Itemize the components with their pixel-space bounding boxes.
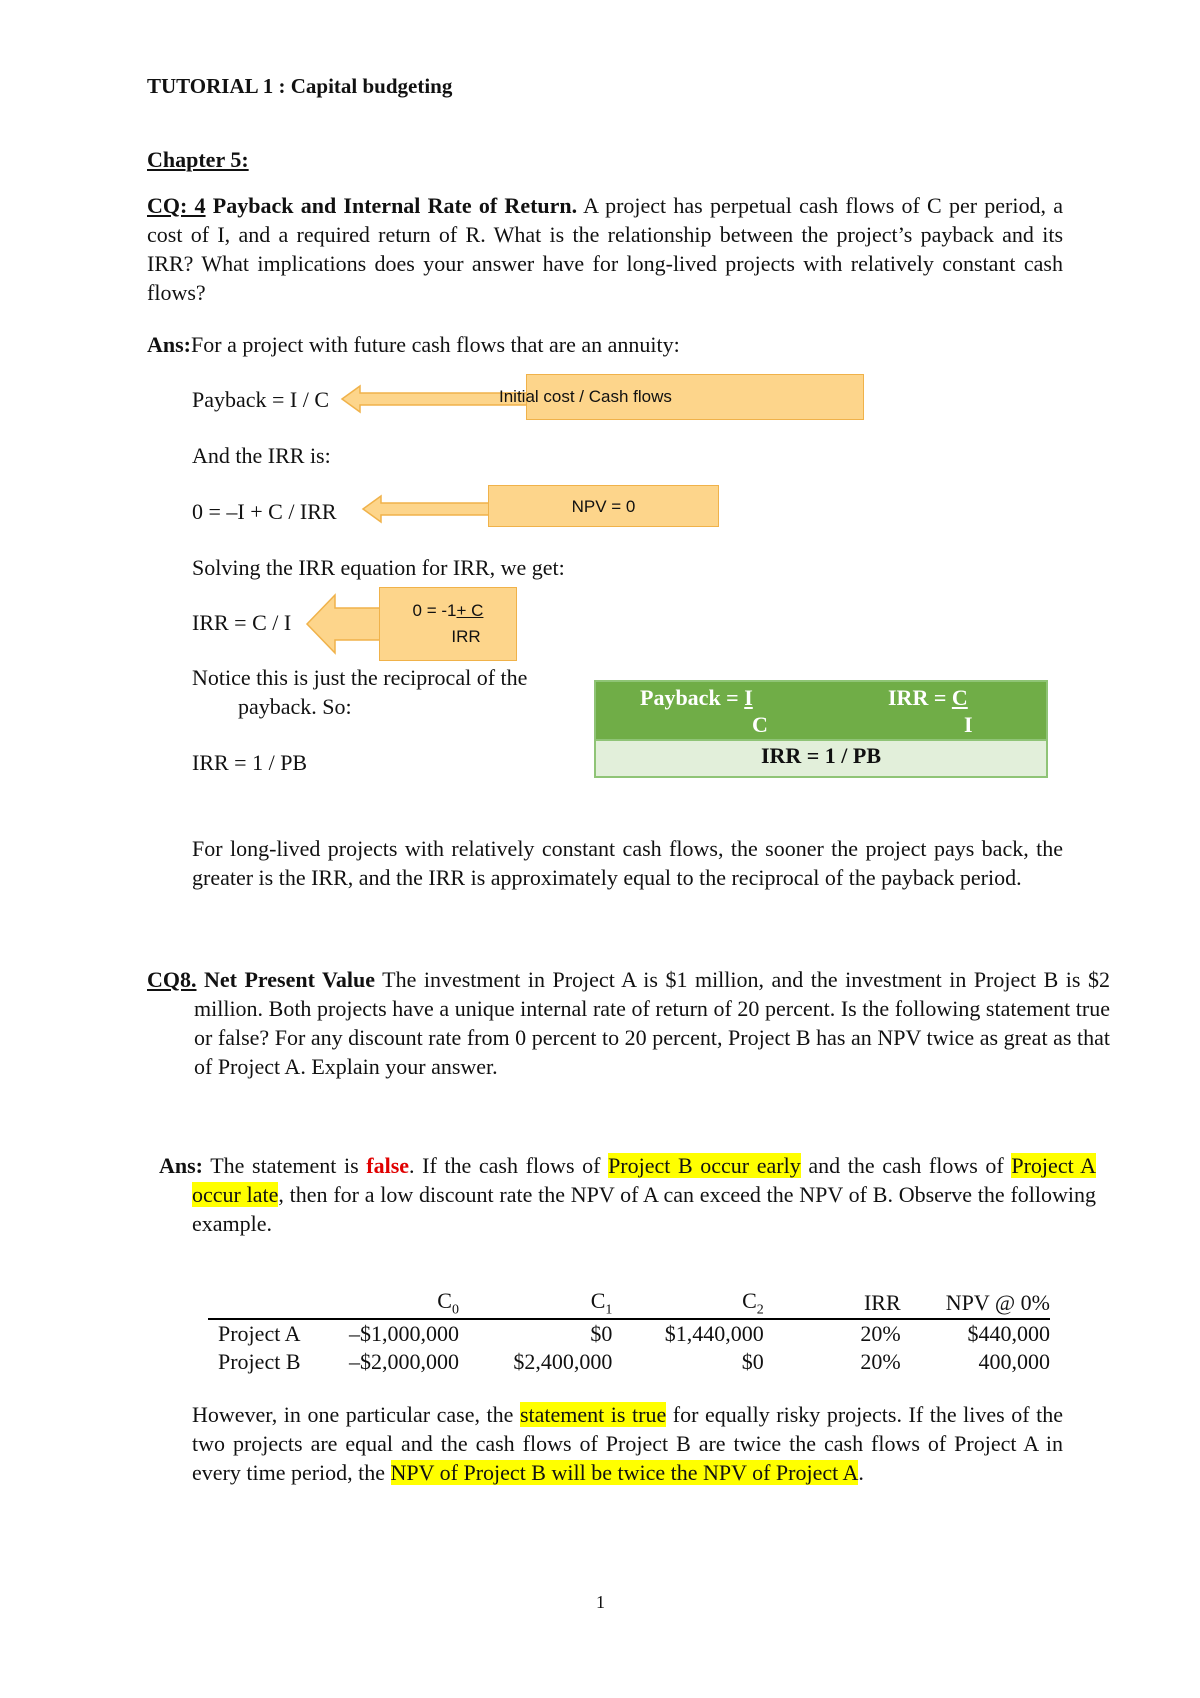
header-c0: $C_0$ bbox=[437, 1288, 459, 1318]
highlight-project-a-late: Project A occur late bbox=[192, 1153, 1096, 1207]
final-text-3: . bbox=[858, 1460, 864, 1485]
chapter-heading: Chapter 5: bbox=[147, 147, 249, 172]
document-title: TUTORIAL 1 : Capital budgeting bbox=[147, 74, 453, 98]
initial-cost-callout bbox=[499, 374, 864, 420]
cq8-ans-text-3: and the cash flows of bbox=[800, 1153, 1012, 1178]
irr-formula bbox=[888, 685, 968, 711]
table-cell: $1,440,000 bbox=[664, 1321, 764, 1347]
irr-pb: IRR = 1 / PB bbox=[192, 750, 308, 775]
table-row bbox=[208, 1348, 1050, 1376]
payback-equation: Payback = I / C bbox=[192, 387, 330, 412]
payback-denominator: C bbox=[752, 712, 768, 737]
notice-line-2: payback. So: bbox=[238, 694, 352, 719]
table-cell: $2,400,000 bbox=[513, 1349, 613, 1375]
table-cell: –$2,000,000 bbox=[348, 1349, 459, 1375]
table-cell: Project A bbox=[218, 1321, 301, 1347]
cq4-question-text: A project has perpetual cash flows of C per period, a cost of I, and a required return of R. What is the relationship between the project’s payback and its IRR? What implications does your answer have for long-lived projects with relatively constant cash flows? bbox=[147, 193, 1064, 305]
table-header-cell bbox=[612, 1288, 763, 1319]
false-keyword: false bbox=[366, 1153, 410, 1178]
cq8-ans-text-2: . If the cash flows of bbox=[409, 1153, 609, 1178]
table-header-cell bbox=[459, 1288, 612, 1319]
cq4-question bbox=[147, 191, 1063, 307]
table-cell: 20% bbox=[860, 1321, 901, 1347]
cq8-question-text: The investment in Project A is $1 million, and the investment in Project B is $2 million. Both projects have a unique internal rate of return of 20 percent. Is the following statement true or false? For any discount rate from 0 percent to 20 percent, Project B has an NPV twice as great as that of Project A. Explain your answer. bbox=[194, 967, 1110, 1079]
irr-equation: 0 = –I + C / IRR bbox=[192, 499, 337, 524]
table-row bbox=[208, 1319, 1050, 1348]
irr-numerator: C bbox=[951, 685, 968, 710]
solving-text: Solving the IRR equation for IRR, we get: bbox=[192, 555, 565, 580]
cq4-title: Payback and Internal Rate of Return. bbox=[205, 193, 578, 218]
cq8-final-paragraph bbox=[192, 1400, 1063, 1487]
notice-line-1: Notice this is just the reciprocal of the bbox=[192, 665, 528, 690]
summary-box bbox=[594, 680, 1048, 778]
table-cell: $0 bbox=[590, 1321, 613, 1347]
cq4-label: CQ: 4 bbox=[147, 193, 206, 218]
payback-formula bbox=[640, 685, 764, 711]
table-header-row bbox=[208, 1288, 1050, 1319]
summary-result: IRR = 1 / PB bbox=[596, 739, 1046, 776]
irr-intro: And the IRR is: bbox=[192, 443, 331, 468]
cq4-answer-intro bbox=[147, 331, 680, 359]
irr-result: IRR = C / I bbox=[192, 610, 292, 635]
payback-formula-label: Payback = bbox=[640, 685, 745, 710]
irr-callout-line1b: + C bbox=[456, 601, 484, 620]
summary-header bbox=[596, 682, 1046, 739]
irr-derivation-callout bbox=[379, 587, 517, 661]
table-cell: 20% bbox=[860, 1349, 901, 1375]
table-cell: –$1,000,000 bbox=[348, 1321, 459, 1347]
npv-zero-callout bbox=[488, 485, 719, 527]
cash-flow-table bbox=[208, 1288, 1050, 1376]
table-cell: $0 bbox=[741, 1349, 764, 1375]
final-text-1: However, in one particular case, the bbox=[192, 1402, 520, 1427]
initial-cost-callout-text: Initial cost / Cash flows bbox=[499, 387, 672, 406]
irr-denominator: I bbox=[964, 712, 973, 737]
cq8-title: Net Present Value bbox=[196, 967, 376, 992]
cq4-ans-intro-text: For a project with future cash flows that are an annuity: bbox=[191, 332, 680, 357]
npv-zero-callout-text: NPV = 0 bbox=[571, 497, 636, 516]
page-number: 1 bbox=[596, 1592, 605, 1612]
irr-callout-line1a: 0 = -1 bbox=[412, 601, 457, 620]
header-c2: $C_2$ bbox=[742, 1288, 764, 1318]
table-cell: 400,000 bbox=[978, 1349, 1050, 1375]
table-header-cell: NPV @ 0% bbox=[945, 1290, 1050, 1316]
cq4-conclusion: For long-lived projects with relatively constant cash flows, the sooner the project pays back, the greater is the IRR, and the IRR is approximately equal to the reciprocal of the payback period. bbox=[192, 836, 1063, 890]
table-header-cell: IRR bbox=[863, 1290, 901, 1316]
irr-callout-line2: IRR bbox=[451, 627, 481, 646]
highlight-statement-true: statement is true bbox=[519, 1402, 667, 1427]
cq8-ans-label: Ans: bbox=[159, 1153, 204, 1178]
cq8-label: CQ8. bbox=[147, 967, 197, 992]
table-header-cell bbox=[322, 1288, 459, 1319]
highlight-npv-twice: NPV of Project B will be twice the NPV of Project A bbox=[390, 1460, 859, 1485]
arrow-left-icon bbox=[305, 593, 383, 655]
header-c1: $C_1$ bbox=[590, 1288, 613, 1318]
irr-formula-label: IRR = bbox=[888, 685, 952, 710]
final-text-2: for equally risky projects. If the lives of the two projects are equal and the cash flows of Project B are twice the cash flows of Project A in every time period, the bbox=[192, 1402, 1063, 1485]
table-header-cell bbox=[208, 1288, 322, 1319]
table-cell: Project B bbox=[218, 1349, 301, 1375]
table-cell: $440,000 bbox=[967, 1321, 1050, 1347]
cq8-answer bbox=[159, 1151, 1096, 1238]
cq8-ans-text-4: , then for a low discount rate the NPV of A can exceed the NPV of B. Observe the following example. bbox=[192, 1182, 1097, 1236]
cq8-ans-text-1: The statement is bbox=[203, 1153, 367, 1178]
cq4-ans-label: Ans: bbox=[147, 332, 192, 357]
arrow-left-icon bbox=[361, 493, 491, 525]
cq8-question bbox=[147, 965, 1110, 1081]
payback-numerator: I bbox=[744, 685, 753, 710]
highlight-project-b-early: Project B occur early bbox=[608, 1153, 801, 1178]
